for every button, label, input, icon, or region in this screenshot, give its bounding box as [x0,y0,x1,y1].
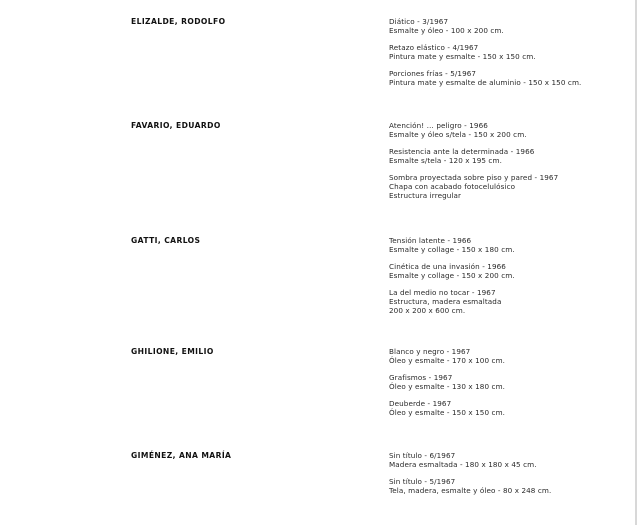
artwork-entry [389,17,629,36]
artwork-details: Estructura, madera esmaltada [389,297,502,307]
artwork-title: Tensión latente - 1966 [389,236,472,245]
artwork-details: Esmalte y óleo s/tela - 150 x 200 cm. [389,130,527,140]
artwork-details: Estructura irregular [389,191,462,201]
artist-name: FAVARIO, EDUARDO [131,121,221,130]
artwork-title: Deuberde - 1967 [389,398,452,408]
artwork-title: Porciones frías - 5/1967 [389,68,477,78]
artwork-list [389,121,629,208]
artwork-entry [389,451,629,470]
artwork-entry [389,236,629,255]
artwork-list [389,451,629,503]
artwork-entry [389,288,629,316]
artwork-entry [389,147,629,166]
artwork-details: Tela, madera, esmalte y óleo - 80 x 248 cm. [389,486,552,496]
artwork-list [389,17,629,94]
artist-name: ELIZALDE, RODOLFO [131,17,226,26]
artwork-entry [389,399,629,418]
artwork-title: Sombra proyectada sobre piso y pared - 1967 [389,172,559,182]
artwork-details: Óleo y esmalte - 150 x 150 cm. [389,408,506,418]
artwork-details: Esmalte y óleo - 100 x 200 cm. [389,26,504,36]
artwork-entry [389,43,629,62]
artwork-details: Esmalte s/tela - 120 x 195 cm. [389,156,502,166]
artwork-title: La del medio no tocar - 1967 [389,287,496,297]
artwork-title: Grafismos - 1967 [389,372,453,382]
artwork-details: Chapa con acabado fotocelulósico [389,182,516,192]
artwork-title: Sin título - 5/1967 [389,476,456,486]
artist-name: GHILIONE, EMILIO [131,347,214,356]
artwork-title: Retazo elástico - 4/1967 [389,42,479,52]
artwork-list [389,347,629,424]
artwork-details: Óleo y esmalte - 130 x 180 cm. [389,382,506,392]
artwork-entry [389,262,629,281]
artwork-entry [389,121,629,140]
artist-name: GATTI, CARLOS [131,236,201,245]
artwork-title: Resistencia ante la determinada - 1966 [389,146,535,156]
artwork-title: Atención! … peligro - 1966 [389,121,488,130]
artwork-details: Pintura mate y esmalte de aluminio - 150 x 150 cm. [389,78,582,88]
artwork-details: Óleo y esmalte - 170 x 100 cm. [389,356,506,366]
artist-name: GIMÉNEZ, ANA MARÍA [131,451,232,460]
artwork-entry [389,69,629,88]
artwork-details: 200 x 200 x 600 cm. [389,306,466,316]
artwork-details: Esmalte y collage - 150 x 180 cm. [389,245,515,255]
artwork-title: Sin título - 6/1967 [389,451,456,460]
artwork-entry [389,347,629,366]
artwork-list [389,236,629,323]
artwork-entry [389,173,629,201]
artwork-title: Blanco y negro - 1967 [389,347,471,356]
artwork-title: Cinética de una invasión - 1966 [389,261,506,271]
artwork-entry [389,477,629,496]
artwork-title: Diático - 3/1967 [389,17,449,26]
artwork-details: Pintura mate y esmalte - 150 x 150 cm. [389,52,536,62]
artwork-entry [389,373,629,392]
artwork-details: Madera esmaltada - 180 x 180 x 45 cm. [389,460,537,470]
artwork-details: Esmalte y collage - 150 x 200 cm. [389,271,515,281]
